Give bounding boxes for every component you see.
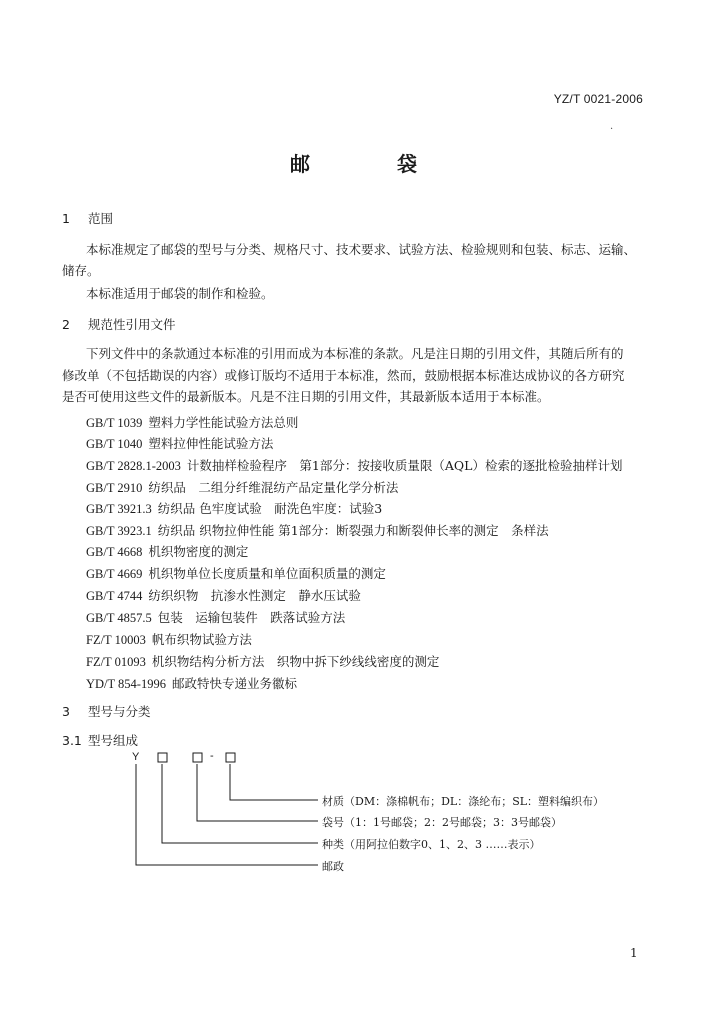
reference-title: 机织物单位长度质量和单位面积质量的测定 [148, 566, 386, 581]
reference-title: 计数抽样检验程序 第1部分：按接收质量限（AQL）检索的逐批检验抽样计划 [186, 458, 623, 473]
reference-code: YD/T 854-1996 [86, 677, 166, 691]
leader-line-size [197, 764, 318, 821]
reference-title: 机织物密度的测定 [148, 544, 249, 559]
reference-code: GB/T 3923.1 [86, 524, 152, 538]
section-title: 规范性引用文件 [88, 317, 176, 332]
reference-title: 纺织品 色牢度试验 耐洗色牢度：试验3 [157, 501, 383, 516]
reference-code: GB/T 2828.1-2003 [86, 459, 181, 473]
page-number: 1 [630, 946, 638, 960]
leader-line-type [162, 764, 318, 843]
scope-paragraph-1-line-1: 本标准规定了邮袋的型号与分类、规格尺寸、技术要求、试验方法、检验规则和包装、标志、运输、 [86, 242, 637, 257]
label-material: 材质（DM：涤棉帆布；DL：涤纶布；SL：塑料编织布） [322, 795, 605, 808]
reference-code: FZ/T 10003 [86, 633, 146, 647]
reference-code: GB/T 1039 [86, 416, 143, 430]
reference-title: 包装 运输包装件 跌落试验方法 [157, 610, 346, 625]
reference-title: 邮政特快专递业务徽标 [171, 676, 297, 691]
label-postal: 邮政 [322, 860, 344, 873]
reference-title: 塑料力学性能试验方法总则 [148, 415, 299, 430]
reference-title: 塑料拉伸性能试验方法 [148, 436, 274, 451]
reference-title: 帆布织物试验方法 [151, 632, 252, 647]
section-number: 2 [62, 317, 70, 332]
document-code: YZ/T 0021-2006 [553, 92, 643, 106]
code-box-material [226, 753, 235, 762]
model-separator: - [210, 750, 214, 762]
section-number: 3 [62, 704, 70, 719]
code-box-type [158, 753, 167, 762]
section-number: 3.1 [62, 733, 82, 748]
normative-intro-line-2: 修改单（不包括勘误的内容）或修订版均不适用于本标准，然而，鼓励根据本标准达成协议的各方研究 [62, 368, 625, 383]
code-box-size [193, 753, 202, 762]
normative-intro-line-1: 下列文件中的条款通过本标准的引用而成为本标准的条款。凡是注日期的引用文件，其随后所有的 [86, 346, 624, 361]
section-title: 型号组成 [88, 733, 139, 748]
reference-title: 纺织织物 抗渗水性测定 静水压试验 [148, 588, 361, 603]
scan-mark: · [610, 124, 614, 135]
reference-code: GB/T 4668 [86, 545, 143, 559]
model-prefix: Y [132, 751, 140, 763]
reference-code: GB/T 3921.3 [86, 502, 152, 516]
reference-code: GB/T 2910 [86, 481, 143, 495]
leader-line-prefix [136, 764, 318, 865]
document-title: 邮 袋 [290, 152, 457, 176]
normative-intro-line-3: 是否可使用这些文件的最新版本。凡是不注日期的引用文件，其最新版本适用于本标准。 [62, 389, 550, 404]
section-title: 范围 [88, 211, 114, 226]
reference-code: GB/T 4669 [86, 567, 143, 581]
reference-code: GB/T 4857.5 [86, 611, 152, 625]
reference-code: GB/T 4744 [86, 589, 143, 603]
reference-code: GB/T 1040 [86, 437, 143, 451]
section-title: 型号与分类 [88, 704, 151, 719]
label-category: 种类（用阿拉伯数字0、1、2、3 ……表示） [322, 838, 541, 851]
reference-title: 纺织品 织物拉伸性能 第1部分：断裂强力和断裂伸长率的测定 条样法 [157, 523, 549, 538]
leader-line-material [230, 764, 318, 800]
reference-title: 纺织品 二组分纤维混纺产品定量化学分析法 [148, 480, 399, 495]
scope-paragraph-1-line-2: 储存。 [62, 263, 100, 278]
scope-paragraph-2: 本标准适用于邮袋的制作和检验。 [86, 286, 274, 301]
label-bag-number: 袋号（1：1号邮袋；2：2号邮袋；3：3号邮袋） [322, 816, 562, 829]
reference-code: FZ/T 01093 [86, 655, 146, 669]
section-number: 1 [62, 211, 70, 226]
reference-title: 机织物结构分析方法 织物中拆下纱线线密度的测定 [151, 654, 440, 669]
